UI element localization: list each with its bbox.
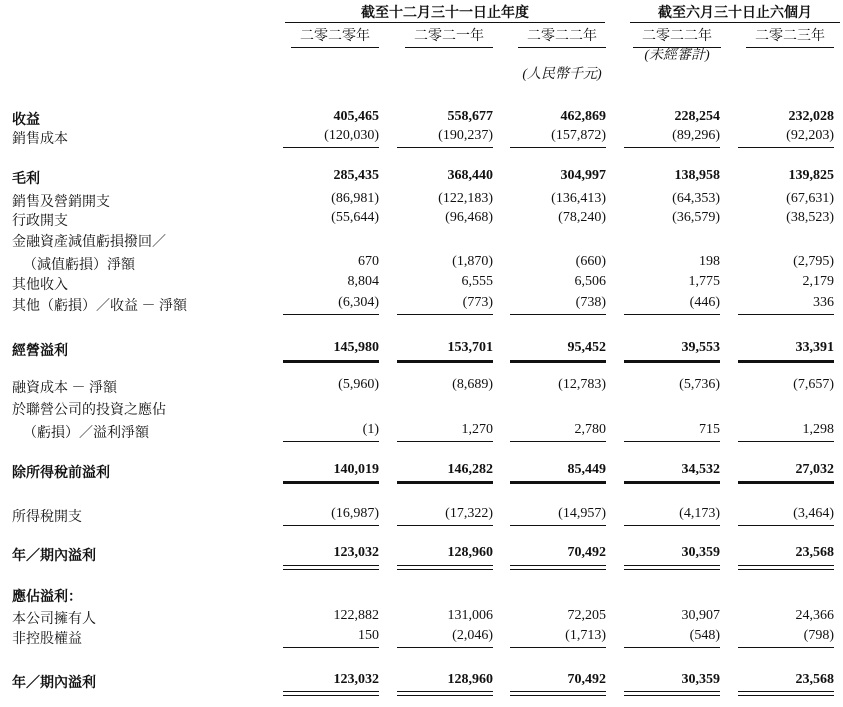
subtotal-rule — [510, 647, 606, 648]
double-underline — [624, 691, 720, 696]
subtotal-rule — [738, 314, 834, 315]
value-cell: 304,997 — [560, 168, 606, 183]
double-underline — [624, 565, 720, 570]
value-cell: 85,449 — [567, 462, 606, 477]
value-cell: 128,960 — [447, 545, 493, 560]
value-cell: (2,046) — [452, 628, 493, 643]
value-cell: 30,359 — [681, 545, 720, 560]
group-header-six-months: 截至六月三十日止六個月 — [658, 6, 812, 21]
row-label: 本公司擁有人 — [12, 612, 96, 627]
column-header-2022: 二零二二年 — [512, 25, 612, 48]
group-rule-six-months — [630, 22, 840, 23]
subtotal-rule — [283, 314, 379, 315]
double-underline — [510, 565, 606, 570]
unaudited-note: (未經審計) — [644, 48, 710, 63]
value-cell: (67,631) — [786, 191, 834, 206]
value-cell: (5,960) — [338, 377, 379, 392]
value-cell: 128,960 — [447, 672, 493, 687]
value-cell: (738) — [575, 295, 606, 310]
row-label: 收益 — [12, 113, 40, 128]
row-profit-before-tax — [0, 462, 843, 482]
row-label: 毛利 — [12, 172, 40, 187]
row-revenue — [0, 109, 843, 129]
value-cell: 72,205 — [567, 608, 606, 623]
value-cell: 145,980 — [333, 340, 379, 355]
bold-underline — [283, 481, 379, 484]
column-header-2023-h1: 二零二三年 — [740, 25, 840, 48]
value-cell: 138,958 — [674, 168, 720, 183]
subtotal-rule — [397, 525, 493, 526]
currency-unit: (人民幣千元) — [522, 67, 602, 82]
value-cell: 123,032 — [333, 545, 379, 560]
value-cell: (78,240) — [558, 210, 606, 225]
value-cell: 95,452 — [567, 340, 606, 355]
value-cell: 150 — [358, 628, 379, 643]
subtotal-rule — [624, 647, 720, 648]
row-label: 非控股權益 — [12, 632, 82, 647]
double-underline — [283, 691, 379, 696]
subtotal-rule — [510, 441, 606, 442]
value-cell: 146,282 — [447, 462, 493, 477]
value-cell: 405,465 — [333, 109, 379, 124]
value-cell: (136,413) — [551, 191, 606, 206]
bold-underline — [510, 360, 606, 363]
value-cell: (1,870) — [452, 254, 493, 269]
row-cost-of-sales — [0, 128, 843, 148]
value-cell: (92,203) — [786, 128, 834, 143]
row-label: 年／期內溢利 — [12, 676, 96, 691]
subtotal-rule — [283, 525, 379, 526]
value-cell: (16,987) — [331, 506, 379, 521]
value-cell: 33,391 — [795, 340, 834, 355]
row-label: （虧損）／溢利淨額 — [23, 426, 149, 441]
row-impairment-line1 — [0, 231, 843, 251]
value-cell: (798) — [803, 628, 834, 643]
bold-underline — [397, 481, 493, 484]
value-cell: 2,179 — [802, 274, 834, 289]
value-cell: (38,523) — [786, 210, 834, 225]
value-cell: 123,032 — [333, 672, 379, 687]
value-cell: 122,882 — [333, 608, 379, 623]
value-cell: 368,440 — [447, 168, 493, 183]
value-cell: 23,568 — [795, 545, 834, 560]
value-cell: (773) — [462, 295, 493, 310]
group-header-annual: 截至十二月三十一日止年度 — [361, 6, 529, 21]
subtotal-rule — [397, 314, 493, 315]
double-underline — [510, 691, 606, 696]
bold-underline — [510, 481, 606, 484]
value-cell: 27,032 — [795, 462, 834, 477]
row-label: 融資成本 － 淨額 — [12, 381, 117, 396]
subtotal-rule — [738, 647, 834, 648]
subtotal-rule — [397, 441, 493, 442]
value-cell: 558,677 — [447, 109, 493, 124]
subtotal-rule — [624, 314, 720, 315]
double-underline — [283, 565, 379, 570]
value-cell: 70,492 — [567, 545, 606, 560]
double-underline — [738, 691, 834, 696]
row-other-income — [0, 274, 843, 294]
value-cell: 715 — [699, 422, 720, 437]
value-cell: 131,006 — [447, 608, 493, 623]
value-cell: 34,532 — [681, 462, 720, 477]
row-other-gains-losses — [0, 295, 843, 315]
row-label: 銷售及營銷開支 — [12, 195, 110, 210]
subtotal-rule — [510, 314, 606, 315]
value-cell: (1,713) — [565, 628, 606, 643]
row-impairment-line2 — [0, 254, 843, 274]
value-cell: 1,298 — [802, 422, 834, 437]
value-cell: 140,019 — [333, 462, 379, 477]
bold-underline — [283, 360, 379, 363]
value-cell: 30,907 — [681, 608, 720, 623]
row-label: 所得稅開支 — [12, 510, 82, 525]
value-cell: 2,780 — [574, 422, 606, 437]
row-operating-profit — [0, 340, 843, 360]
value-cell: 336 — [813, 295, 834, 310]
double-underline — [397, 691, 493, 696]
group-rule-annual — [285, 22, 605, 23]
value-cell: 1,775 — [688, 274, 720, 289]
bold-underline — [738, 481, 834, 484]
subtotal-rule — [624, 147, 720, 148]
value-cell: (64,353) — [672, 191, 720, 206]
value-cell: (4,173) — [679, 506, 720, 521]
value-cell: (2,795) — [793, 254, 834, 269]
subtotal-rule — [283, 441, 379, 442]
value-cell: (7,657) — [793, 377, 834, 392]
value-cell: (446) — [689, 295, 720, 310]
value-cell: 30,359 — [681, 672, 720, 687]
row-non-controlling-interests — [0, 628, 843, 648]
value-cell: 39,553 — [681, 340, 720, 355]
row-selling-marketing-expenses — [0, 191, 843, 211]
subtotal-rule — [510, 147, 606, 148]
row-label: （減值虧損）淨額 — [23, 258, 135, 273]
value-cell: (8,689) — [452, 377, 493, 392]
row-owners-of-company — [0, 608, 843, 628]
value-cell: 6,506 — [574, 274, 606, 289]
row-gross-profit — [0, 168, 843, 188]
value-cell: 8,804 — [347, 274, 379, 289]
value-cell: (36,579) — [672, 210, 720, 225]
value-cell: 24,366 — [795, 608, 834, 623]
row-label: 行政開支 — [12, 214, 68, 229]
value-cell: (548) — [689, 628, 720, 643]
row-profit-for-period — [0, 545, 843, 565]
row-profit-for-period-total — [0, 672, 843, 692]
value-cell: 1,270 — [461, 422, 493, 437]
row-label: 銷售成本 — [12, 132, 68, 147]
column-header-2020: 二零二零年 — [285, 25, 385, 48]
subtotal-rule — [624, 525, 720, 526]
value-cell: (1) — [362, 422, 379, 437]
value-cell: (120,030) — [324, 128, 379, 143]
value-cell: 23,568 — [795, 672, 834, 687]
value-cell: (157,872) — [551, 128, 606, 143]
row-income-tax — [0, 506, 843, 526]
value-cell: 232,028 — [788, 109, 834, 124]
double-underline — [738, 565, 834, 570]
row-label: 經營溢利 — [12, 344, 68, 359]
value-cell: (14,957) — [558, 506, 606, 521]
bold-underline — [624, 360, 720, 363]
row-label: 金融資產減值虧損撥回／ — [12, 235, 166, 250]
value-cell: 139,825 — [788, 168, 834, 183]
value-cell: 153,701 — [447, 340, 493, 355]
double-underline — [397, 565, 493, 570]
row-profit-attributable-heading — [0, 586, 843, 606]
value-cell: 285,435 — [333, 168, 379, 183]
row-admin-expenses — [0, 210, 843, 230]
value-cell: (5,736) — [679, 377, 720, 392]
value-cell: (6,304) — [338, 295, 379, 310]
value-cell: (190,237) — [438, 128, 493, 143]
value-cell: 70,492 — [567, 672, 606, 687]
value-cell: (17,322) — [445, 506, 493, 521]
subtotal-rule — [624, 441, 720, 442]
row-label: 其他（虧損）／收益 － 淨額 — [12, 299, 187, 314]
value-cell: (3,464) — [793, 506, 834, 521]
subtotal-rule — [283, 647, 379, 648]
row-associates-line1 — [0, 399, 843, 419]
value-cell: (122,183) — [438, 191, 493, 206]
value-cell: (96,468) — [445, 210, 493, 225]
value-cell: (660) — [575, 254, 606, 269]
subtotal-rule — [397, 647, 493, 648]
value-cell: (55,644) — [331, 210, 379, 225]
subtotal-rule — [510, 525, 606, 526]
value-cell: 198 — [699, 254, 720, 269]
value-cell: 228,254 — [674, 109, 720, 124]
row-label: 應佔溢利： — [12, 590, 82, 605]
subtotal-rule — [738, 147, 834, 148]
row-associates-line2 — [0, 422, 843, 442]
column-header-2022-h1: 二零二二年 — [627, 25, 727, 48]
row-label: 其他收入 — [12, 278, 68, 293]
value-cell: 6,555 — [461, 274, 493, 289]
value-cell: (12,783) — [558, 377, 606, 392]
value-cell: (86,981) — [331, 191, 379, 206]
subtotal-rule — [283, 147, 379, 148]
subtotal-rule — [397, 147, 493, 148]
value-cell: 670 — [358, 254, 379, 269]
row-label: 年／期內溢利 — [12, 549, 96, 564]
value-cell: (89,296) — [672, 128, 720, 143]
row-label: 除所得稅前溢利 — [12, 466, 110, 481]
bold-underline — [397, 360, 493, 363]
row-label: 於聯營公司的投資之應佔 — [12, 403, 166, 418]
bold-underline — [738, 360, 834, 363]
column-header-2021: 二零二一年 — [399, 25, 499, 48]
value-cell: 462,869 — [560, 109, 606, 124]
bold-underline — [624, 481, 720, 484]
subtotal-rule — [738, 441, 834, 442]
subtotal-rule — [738, 525, 834, 526]
row-finance-costs — [0, 377, 843, 397]
